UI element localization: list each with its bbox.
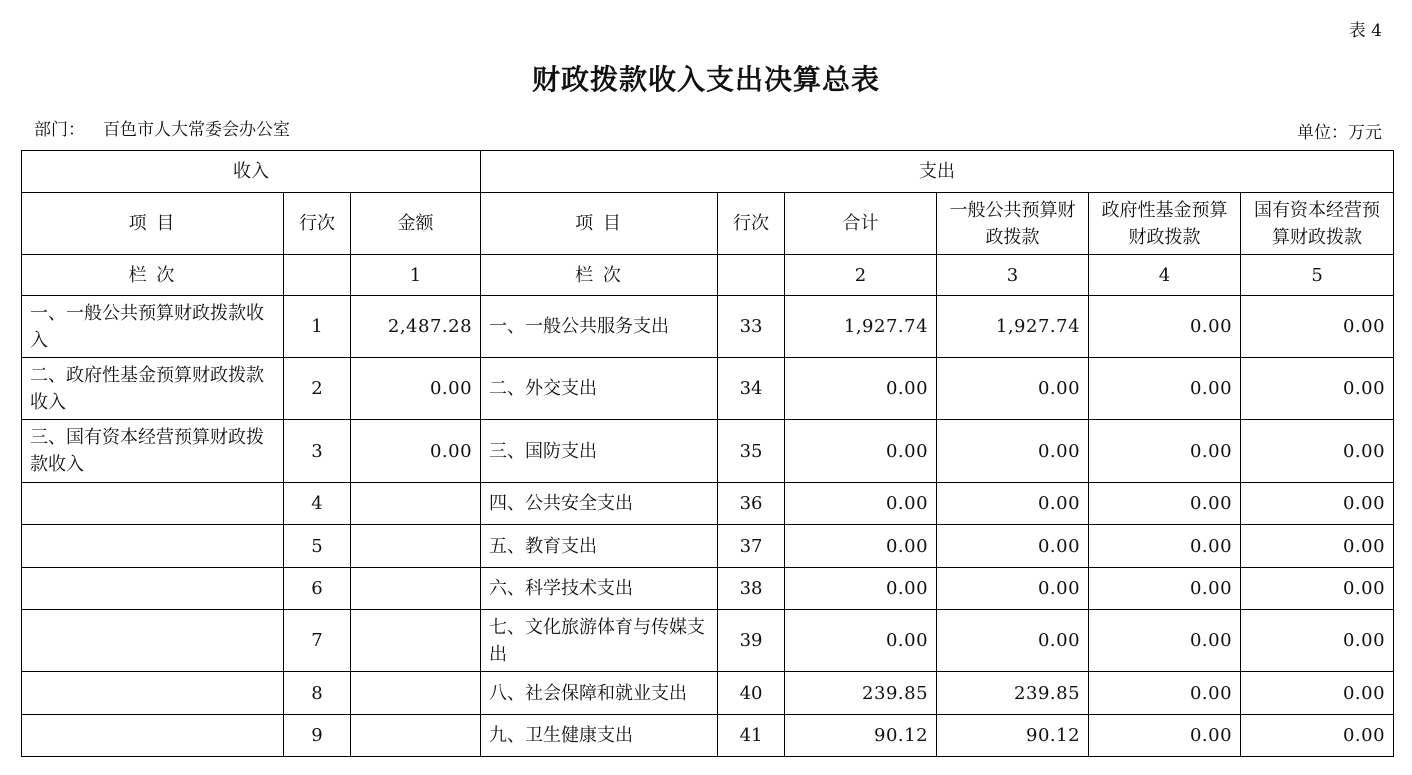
table-row	[22, 715, 1394, 757]
income-item: 二、政府性基金预算财政拨款收入	[22, 358, 284, 420]
expense-item: 七、文化旅游体育与传媒支出	[481, 610, 718, 672]
income-row-no: 5	[284, 525, 351, 568]
total-amount: 90.12	[785, 715, 937, 757]
income-row-no-header: 行次	[284, 193, 351, 255]
table-row	[22, 483, 1394, 525]
column-1: 1	[351, 255, 481, 296]
expense-row-no: 37	[718, 525, 785, 568]
total-amount: 0.00	[785, 610, 937, 672]
income-amount	[351, 483, 481, 525]
expense-row-no: 35	[718, 420, 785, 483]
general-budget-amount: 0.00	[937, 420, 1089, 483]
table-row	[22, 610, 1394, 672]
column-2: 2	[785, 255, 937, 296]
expense-item: 三、国防支出	[481, 420, 718, 483]
gov-fund-amount: 0.00	[1089, 525, 1241, 568]
table-row	[22, 672, 1394, 715]
column-number-row	[22, 255, 1394, 296]
empty-cell	[284, 255, 351, 296]
total-amount: 0.00	[785, 568, 937, 610]
general-budget-amount: 90.12	[937, 715, 1089, 757]
column-5: 5	[1241, 255, 1394, 296]
general-budget-amount: 0.00	[937, 483, 1089, 525]
income-header: 收入	[22, 151, 481, 193]
table-row	[22, 568, 1394, 610]
general-budget-amount: 239.85	[937, 672, 1089, 715]
column-header-row	[22, 193, 1394, 255]
general-budget-amount: 0.00	[937, 610, 1089, 672]
appropriation-summary-table	[21, 150, 1394, 757]
expense-item: 一、一般公共服务支出	[481, 296, 718, 358]
department-name: 百色市人大常委会办公室	[103, 120, 290, 140]
unit-label: 单位：万元	[1297, 123, 1382, 143]
gov-fund-amount: 0.00	[1089, 358, 1241, 420]
income-column-label: 栏 次	[22, 255, 284, 296]
general-budget-amount: 0.00	[937, 568, 1089, 610]
total-amount: 0.00	[785, 420, 937, 483]
income-row-no: 4	[284, 483, 351, 525]
total-amount: 0.00	[785, 525, 937, 568]
income-item	[22, 610, 284, 672]
income-amount: 0.00	[351, 420, 481, 483]
table-row	[22, 296, 1394, 358]
table-number: 表 4	[1348, 21, 1382, 41]
expense-item: 八、社会保障和就业支出	[481, 672, 718, 715]
income-item	[22, 483, 284, 525]
income-amount: 2,487.28	[351, 296, 481, 358]
gov-fund-amount: 0.00	[1089, 672, 1241, 715]
expense-row-no: 40	[718, 672, 785, 715]
state-capital-amount: 0.00	[1241, 525, 1394, 568]
income-amount	[351, 568, 481, 610]
income-row-no: 9	[284, 715, 351, 757]
income-amount-header: 金额	[351, 193, 481, 255]
general-budget-amount: 0.00	[937, 358, 1089, 420]
gov-fund-amount: 0.00	[1089, 296, 1241, 358]
section-header-row	[22, 151, 1394, 193]
income-item	[22, 672, 284, 715]
income-row-no: 1	[284, 296, 351, 358]
income-amount	[351, 672, 481, 715]
income-amount	[351, 525, 481, 568]
column-4: 4	[1089, 255, 1241, 296]
gov-fund-amount: 0.00	[1089, 715, 1241, 757]
state-capital-header: 国有资本经营预算财政拨款	[1241, 193, 1394, 255]
gov-fund-amount: 0.00	[1089, 610, 1241, 672]
general-budget-amount: 0.00	[937, 525, 1089, 568]
expense-column-label: 栏 次	[481, 255, 718, 296]
expense-item: 二、外交支出	[481, 358, 718, 420]
expense-row-no: 36	[718, 483, 785, 525]
state-capital-amount: 0.00	[1241, 296, 1394, 358]
state-capital-amount: 0.00	[1241, 672, 1394, 715]
total-amount: 0.00	[785, 483, 937, 525]
state-capital-amount: 0.00	[1241, 568, 1394, 610]
expense-row-no-header: 行次	[718, 193, 785, 255]
income-item: 一、一般公共预算财政拨款收入	[22, 296, 284, 358]
expense-item: 六、科学技术支出	[481, 568, 718, 610]
general-budget-amount: 1,927.74	[937, 296, 1089, 358]
income-item-header: 项 目	[22, 193, 284, 255]
table-row	[22, 525, 1394, 568]
state-capital-amount: 0.00	[1241, 358, 1394, 420]
expense-header: 支出	[481, 151, 1394, 193]
department-label: 部门：	[34, 120, 85, 140]
state-capital-amount: 0.00	[1241, 420, 1394, 483]
income-amount: 0.00	[351, 358, 481, 420]
total-amount: 0.00	[785, 358, 937, 420]
total-header: 合计	[785, 193, 937, 255]
expense-row-no: 34	[718, 358, 785, 420]
expense-item-header: 项 目	[481, 193, 718, 255]
expense-item: 九、卫生健康支出	[481, 715, 718, 757]
gov-fund-header: 政府性基金预算财政拨款	[1089, 193, 1241, 255]
page-title: 财政拨款收入支出决算总表	[531, 63, 880, 96]
expense-item: 五、教育支出	[481, 525, 718, 568]
income-row-no: 8	[284, 672, 351, 715]
gov-fund-amount: 0.00	[1089, 420, 1241, 483]
state-capital-amount: 0.00	[1241, 715, 1394, 757]
state-capital-amount: 0.00	[1241, 483, 1394, 525]
income-row-no: 2	[284, 358, 351, 420]
income-row-no: 7	[284, 610, 351, 672]
column-3: 3	[937, 255, 1089, 296]
expense-row-no: 39	[718, 610, 785, 672]
income-item	[22, 715, 284, 757]
income-amount	[351, 610, 481, 672]
gov-fund-amount: 0.00	[1089, 568, 1241, 610]
empty-cell	[718, 255, 785, 296]
table-row	[22, 420, 1394, 483]
expense-row-no: 41	[718, 715, 785, 757]
income-row-no: 3	[284, 420, 351, 483]
gov-fund-amount: 0.00	[1089, 483, 1241, 525]
table-row	[22, 358, 1394, 420]
general-budget-header: 一般公共预算财政拨款	[937, 193, 1089, 255]
income-row-no: 6	[284, 568, 351, 610]
income-item: 三、国有资本经营预算财政拨款收入	[22, 420, 284, 483]
total-amount: 1,927.74	[785, 296, 937, 358]
expense-row-no: 38	[718, 568, 785, 610]
department-line	[34, 115, 290, 140]
income-amount	[351, 715, 481, 757]
income-item	[22, 525, 284, 568]
expense-row-no: 33	[718, 296, 785, 358]
total-amount: 239.85	[785, 672, 937, 715]
expense-item: 四、公共安全支出	[481, 483, 718, 525]
state-capital-amount: 0.00	[1241, 610, 1394, 672]
income-item	[22, 568, 284, 610]
